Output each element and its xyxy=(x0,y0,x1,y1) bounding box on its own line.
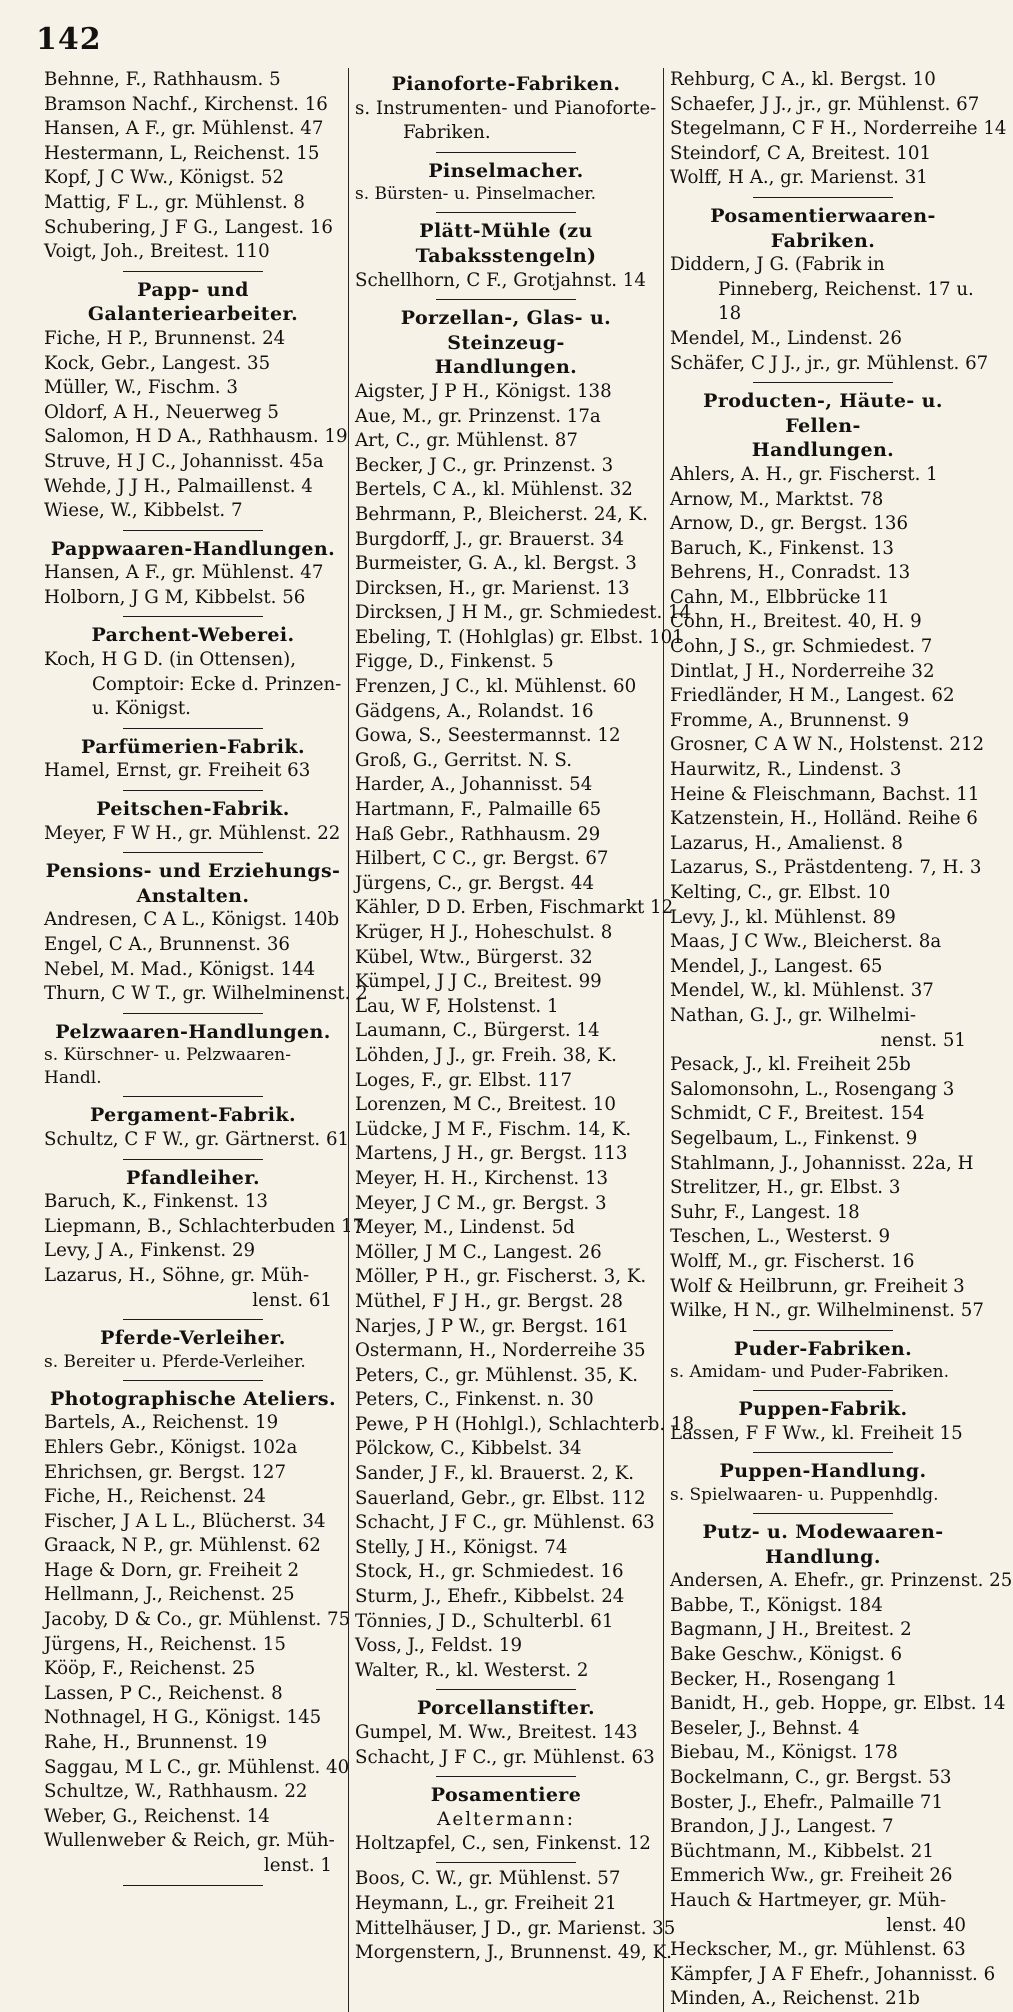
directory-entry: Ehrichsen, gr. Bergst. 127 xyxy=(44,1461,287,1483)
section-rule xyxy=(753,1330,893,1331)
section-heading: Anstalten. xyxy=(136,884,250,907)
directory-entry: Weber, G., Reichenst. 14 xyxy=(44,1805,270,1827)
section-heading: Puder-Fabriken. xyxy=(733,1337,913,1360)
directory-entry: Gädgens, A., Rolandst. 16 xyxy=(355,700,594,722)
section-subheading: Aeltermann: xyxy=(436,1808,576,1830)
section-rule xyxy=(123,852,263,853)
section-heading: Pianoforte-Fabriken. xyxy=(391,73,621,95)
section-heading: Plätt-Mühle (zu Tabaksstengeln) xyxy=(415,220,597,267)
directory-entry: Lazarus, H., Söhne, gr. Müh- xyxy=(44,1264,310,1286)
directory-entry: Gowa, S., Seestermannst. 12 xyxy=(355,725,621,747)
directory-entry: Ahlers, A. H., gr. Fischerst. 1 xyxy=(670,463,938,485)
section-heading: Pappwaaren-Handlungen. xyxy=(50,537,336,560)
directory-entry: Grosner, C A W N., Holstenst. 212 xyxy=(670,734,985,756)
directory-entry: Teschen, L., Westerst. 9 xyxy=(670,1226,891,1248)
directory-entry: Fiche, H., Reichenst. 24 xyxy=(44,1486,266,1508)
directory-entry: Meyer, H. H., Kirchenst. 13 xyxy=(355,1167,609,1189)
cross-reference: s. Bürsten- u. Pinselmacher. xyxy=(355,184,597,205)
directory-entry: Meyer, F W H., gr. Mühlenst. 22 xyxy=(44,822,341,844)
entry-continuation: lenst. 40 xyxy=(886,1914,966,1936)
directory-entry: Meyer, J C M., gr. Bergst. 3 xyxy=(355,1192,607,1214)
section-heading: Puppen-Fabrik. xyxy=(738,1398,908,1421)
directory-entry: Figge, D., Finkenst. 5 xyxy=(355,651,554,673)
section-rule xyxy=(753,1513,893,1514)
section-rule xyxy=(753,1390,893,1391)
directory-entry: Lassen, P C., Reichenst. 8 xyxy=(44,1682,283,1704)
directory-entry: Mendel, M., Lindenst. 26 xyxy=(670,327,902,349)
directory-entry: Dintlat, J H., Norderreihe 32 xyxy=(670,660,935,682)
section-heading: Pergament-Fabrik. xyxy=(90,1104,296,1127)
section-heading: Pfandleiher. xyxy=(126,1166,260,1189)
directory-entry: Fromme, A., Brunnenst. 9 xyxy=(670,709,910,731)
section-heading: Parchent-Weberei. xyxy=(91,624,295,647)
directory-entry: Burgdorff, J., gr. Brauerst. 34 xyxy=(355,528,625,550)
directory-entry: Mattig, F L., gr. Mühlenst. 8 xyxy=(44,191,305,213)
directory-entry: Heckscher, M., gr. Mühlenst. 63 xyxy=(670,1939,966,1961)
directory-entry: Bertels, C A., kl. Mühlenst. 32 xyxy=(355,479,633,501)
directory-entry: Suhr, F., Langest. 18 xyxy=(670,1201,860,1223)
directory-entry: Baruch, K., Finkenst. 13 xyxy=(44,1191,269,1213)
directory-entry: Behrmann, P., Bleicherst. 24, K. xyxy=(355,503,648,525)
directory-entry: Hauch & Hartmeyer, gr. Müh- xyxy=(670,1889,947,1911)
directory-entry: Lüdcke, J M F., Fischm. 14, K. xyxy=(355,1118,632,1140)
directory-entry: Lorenzen, M C., Breitest. 10 xyxy=(355,1094,616,1116)
section-rule xyxy=(123,1380,263,1381)
directory-entry: Müller, W., Fischm. 3 xyxy=(44,377,238,399)
directory-entry: Hestermann, L, Reichenst. 15 xyxy=(44,142,320,164)
directory-entry: Banidt, H., geb. Hoppe, gr. Elbst. 14 xyxy=(670,1693,1006,1715)
directory-entry: Becker, H., Rosengang 1 xyxy=(670,1668,898,1690)
directory-entry: Schäfer, C J J., jr., gr. Mühlenst. 67 xyxy=(670,352,989,374)
directory-entry: Laumann, C., Bürgerst. 14 xyxy=(355,1020,600,1042)
directory-entry: Cohn, H., Breitest. 40, H. 9 xyxy=(670,611,922,633)
columns xyxy=(38,68,1013,2012)
directory-entry: Voigt, Joh., Breitest. 110 xyxy=(44,241,270,263)
directory-entry: Arnow, M., Marktst. 78 xyxy=(670,488,884,510)
directory-entry: Boster, J., Ehefr., Palmaille 71 xyxy=(670,1791,944,1813)
directory-entry: Salomon, H D A., Rathhausm. 19 xyxy=(44,426,348,448)
directory-entry: Gumpel, M. Ww., Breitest. 143 xyxy=(355,1722,638,1743)
directory-entry: Koch, H G D. (in Ottensen), Comptoir: Ecke d. Prinzen- u. Königst. xyxy=(44,649,342,720)
column-2 xyxy=(348,68,695,2012)
directory-entry: Martens, J H., gr. Bergst. 113 xyxy=(355,1143,628,1165)
directory-entry: Thurn, C W T., gr. Wilhelminenst. 2 xyxy=(44,983,368,1005)
directory-entry: Wolff, M., gr. Fischerst. 16 xyxy=(670,1250,915,1272)
directory-entry: Jürgens, H., Reichenst. 15 xyxy=(44,1633,286,1655)
directory-entry: Heymann, L., gr. Freiheit 21 xyxy=(355,1892,617,1914)
directory-entry: Kämpfer, J A F Ehefr., Johannisst. 6 xyxy=(670,1963,996,1985)
directory-entry: Sander, J F., kl. Brauerst. 2, K. xyxy=(355,1463,635,1485)
directory-entry: Haß Gebr., Rathhausm. 29 xyxy=(355,823,601,845)
directory-entry: Cahn, M., Elbbrücke 11 xyxy=(670,586,890,608)
section-rule xyxy=(123,728,263,729)
directory-entry: Pölckow, C., Kibbelst. 34 xyxy=(355,1438,582,1460)
directory-entry: Mendel, W., kl. Mühlenst. 37 xyxy=(670,980,934,1002)
section-heading: Producten-, Häute- u. Fellen- xyxy=(703,390,943,437)
directory-entry: Möller, J M C., Langest. 26 xyxy=(355,1241,602,1263)
directory-entry: Engel, C A., Brunnenst. 36 xyxy=(44,934,290,955)
directory-entry: Hage & Dorn, gr. Freiheit 2 xyxy=(44,1559,300,1581)
section-rule xyxy=(123,530,263,531)
section-heading: Photographische Ateliers. xyxy=(49,1387,337,1410)
section-rule xyxy=(123,616,263,617)
directory-entry: Struve, H J C., Johannisst. 45a xyxy=(44,450,324,472)
directory-entry: Voss, J., Feldst. 19 xyxy=(355,1635,523,1657)
directory-entry: Boos, C. W., gr. Mühlenst. 57 xyxy=(355,1868,621,1890)
directory-entry: Graack, N P., gr. Mühlenst. 62 xyxy=(44,1535,321,1557)
directory-entry: Wolf & Heilbrunn, gr. Freiheit 3 xyxy=(670,1275,965,1297)
entry-continuation: lenst. 1 xyxy=(263,1855,332,1876)
directory-entry: Brandon, J J., Langest. 7 xyxy=(670,1816,894,1838)
directory-entry: Emmerich Ww., gr. Freiheit 26 xyxy=(670,1865,953,1887)
directory-entry: Mendel, J., Langest. 65 xyxy=(670,955,883,977)
section-heading: Pelzwaaren-Handlungen. xyxy=(55,1020,331,1043)
directory-entry: Saggau, M L C., gr. Mühlenst. 40 xyxy=(44,1756,350,1778)
directory-entry: Löhden, J J., gr. Freih. 38, K. xyxy=(355,1044,617,1066)
entry-continuation: nenst. 51 xyxy=(880,1029,966,1051)
directory-entry: Peters, C., Finkenst. n. 30 xyxy=(355,1389,594,1411)
directory-entry: Salomonsohn, L., Rosengang 3 xyxy=(670,1078,955,1100)
directory-entry: Stahlmann, J., Johannisst. 22a, H xyxy=(670,1152,974,1174)
section-rule xyxy=(123,1319,263,1320)
directory-entry: Behrens, H., Conradst. 13 xyxy=(670,562,911,584)
directory-entry: Steindorf, C A, Breitest. 101 xyxy=(670,142,932,164)
entry-continuation: lenst. 61 xyxy=(252,1289,332,1311)
directory-entry: Beseler, J., Behnst. 4 xyxy=(670,1717,860,1739)
directory-entry: Sturm, J., Ehefr., Kibbelst. 24 xyxy=(355,1586,625,1608)
directory-entry: Kelting, C., gr. Elbst. 10 xyxy=(670,882,891,903)
directory-entry: Heine & Fleischmann, Bachst. 11 xyxy=(670,783,980,805)
directory-entry: Pesack, J., kl. Freiheit 25b xyxy=(670,1054,911,1076)
directory-entry: Ebeling, T. (Hohlglas) gr. Elbst. 101 xyxy=(355,626,684,648)
directory-entry: Stegelmann, C F H., Norderreihe 14 xyxy=(670,118,1007,140)
directory-entry: Schultze, W., Rathhausm. 22 xyxy=(44,1781,308,1803)
directory-entry: Bockelmann, C., gr. Bergst. 53 xyxy=(670,1767,952,1788)
directory-entry: Fiche, H P., Brunnenst. 24 xyxy=(44,327,286,349)
directory-entry: Becker, J C., gr. Prinzenst. 3 xyxy=(355,454,614,476)
section-heading: Porzellan-, Glas- u. Steinzeug- xyxy=(400,307,612,354)
directory-entry: Kähler, D D. Erben, Fischmarkt 12 xyxy=(355,897,674,919)
directory-entry: Nothnagel, H G., Königst. 145 xyxy=(44,1707,322,1729)
directory-entry: Wiese, W., Kibbelst. 7 xyxy=(44,500,243,522)
directory-entry: Schaefer, J J., jr., gr. Mühlenst. 67 xyxy=(670,93,980,115)
section-rule xyxy=(436,152,576,153)
directory-entry: Aigster, J P H., Königst. 138 xyxy=(355,380,612,402)
directory-entry: Levy, J A., Finkenst. 29 xyxy=(44,1240,256,1262)
directory-entry: Peters, C., gr. Mühlenst. 35, K. xyxy=(355,1364,638,1386)
section-heading: Porcellanstifter. xyxy=(416,1697,596,1720)
directory-entry: Wolff, H A., gr. Marienst. 31 xyxy=(670,167,928,189)
section-heading: Handlungen. xyxy=(751,439,895,462)
directory-entry: Jürgens, C., gr. Bergst. 44 xyxy=(355,872,595,894)
directory-entry: s. Instrumenten- und Pianoforte-Fabriken. xyxy=(355,97,657,144)
column-1 xyxy=(38,68,368,2012)
directory-entry: Ehlers Gebr., Königst. 102a xyxy=(44,1436,298,1458)
directory-entry: Narjes, J P W., gr. Bergst. 161 xyxy=(355,1315,629,1337)
directory-entry: Büchtmann, M., Kibbelst. 21 xyxy=(670,1840,934,1862)
directory-entry: Schacht, J F C., gr. Mühlenst. 63 xyxy=(355,1512,655,1534)
section-rule xyxy=(753,382,893,383)
directory-entry: Krüger, H J., Hoheschulst. 8 xyxy=(355,922,613,943)
directory-entry: Andersen, A. Ehefr., gr. Prinzenst. 25 xyxy=(670,1570,1013,1592)
directory-entry: Stock, H., gr. Schmiedest. 16 xyxy=(355,1561,624,1583)
section-heading: Pinselmacher. xyxy=(428,159,584,182)
directory-entry: Bartels, A., Reichenst. 19 xyxy=(44,1412,279,1434)
section-rule xyxy=(123,1013,263,1014)
directory-entry: Hamel, Ernst, gr. Freiheit 63 xyxy=(44,760,311,782)
directory-entry: Müthel, F J H., gr. Bergst. 28 xyxy=(355,1290,623,1312)
section-heading: Posamentierwaaren-Fabriken. xyxy=(710,204,936,252)
directory-entry: Lau, W F, Holstenst. 1 xyxy=(355,995,559,1017)
section-rule xyxy=(436,1776,576,1777)
directory-entry: Stelly, J H., Königst. 74 xyxy=(355,1536,568,1558)
cross-reference: s. Kürschner- u. Pelzwaaren-Handl. xyxy=(44,1045,291,1089)
directory-entry: Bramson Nachf., Kirchenst. 16 xyxy=(44,93,328,115)
section-heading: Pensions- und Erziehungs- xyxy=(45,860,341,883)
directory-entry: Segelbaum, L., Finkenst. 9 xyxy=(670,1127,918,1149)
section-rule xyxy=(123,1096,263,1097)
section-rule xyxy=(436,1862,576,1863)
directory-entry: Walter, R., kl. Westerst. 2 xyxy=(355,1659,589,1681)
directory-entry: Hilbert, C C., gr. Bergst. 67 xyxy=(355,848,609,870)
directory-entry: Friedländer, H M., Langest. 62 xyxy=(670,685,955,707)
section-rule xyxy=(123,790,263,791)
directory-entry: Holborn, J G M, Kibbelst. 56 xyxy=(44,586,306,608)
directory-entry: Holtzapfel, C., sen, Finkenst. 12 xyxy=(355,1832,651,1854)
directory-entry: Strelitzer, H., gr. Elbst. 3 xyxy=(670,1177,901,1199)
directory-entry: Baruch, K., Finkenst. 13 xyxy=(670,537,895,559)
directory-entry: Ostermann, H., Norderreihe 35 xyxy=(355,1340,646,1362)
column-3 xyxy=(664,68,1013,2012)
directory-entry: Biebau, M., Königst. 178 xyxy=(670,1742,898,1764)
directory-entry: Hartmann, F., Palmaille 65 xyxy=(355,799,602,821)
directory-entry: Andresen, C A L., Königst. 140b xyxy=(44,909,340,931)
section-heading: Posamentiere xyxy=(430,1784,582,1807)
directory-entry: Behnne, F., Rathhausm. 5 xyxy=(44,69,281,90)
section-rule xyxy=(436,1689,576,1690)
directory-entry: Bagmann, J H., Breitest. 2 xyxy=(670,1619,912,1641)
directory-entry: Mittelhäuser, J D., gr. Marienst. 35 xyxy=(355,1917,676,1939)
directory-entry: Schultz, C F W., gr. Gärtnerst. 61 xyxy=(44,1128,350,1150)
section-rule xyxy=(436,212,576,213)
directory-entry: Cohn, J S., gr. Schmiedest. 7 xyxy=(670,636,933,658)
directory-entry: Kööp, F., Reichenst. 25 xyxy=(44,1658,256,1680)
section-rule xyxy=(753,197,893,198)
directory-entry: Rehburg, C A., kl. Bergst. 10 xyxy=(670,69,936,90)
directory-entry: Groß, G., Gerritst. N. S. xyxy=(355,749,573,771)
directory-entry: Meyer, M., Lindenst. 5d xyxy=(355,1217,575,1239)
directory-entry: Katzenstein, H., Holländ. Reihe 6 xyxy=(670,808,978,830)
directory-entry: Wehde, J J H., Palmaillenst. 4 xyxy=(44,475,313,497)
directory-entry: Pewe, P H (Hohlgl.), Schlachterb. 18 xyxy=(355,1413,695,1435)
directory-entry: Hansen, A F., gr. Mühlenst. 47 xyxy=(44,562,324,584)
cross-reference: s. Bereiter u. Pferde-Verleiher. xyxy=(44,1351,306,1372)
section-heading: Puppen-Handlung. xyxy=(719,1460,927,1483)
directory-entry: Bake Geschw., Königst. 6 xyxy=(670,1644,903,1666)
section-rule xyxy=(436,299,576,300)
directory-entry: Schellhorn, C F., Grotjahnst. 14 xyxy=(355,269,646,291)
section-heading: Parfümerien-Fabrik. xyxy=(81,735,305,758)
section-heading: Pferde-Verleiher. xyxy=(100,1327,286,1350)
cross-reference: s. Amidam- und Puder-Fabriken. xyxy=(670,1362,949,1383)
directory-entry: Lassen, F F Ww., kl. Freiheit 15 xyxy=(670,1422,963,1444)
directory-entry: Nathan, G. J., gr. Wilhelmi- xyxy=(670,1004,916,1026)
directory-entry: Wullenweber & Reich, gr. Müh- xyxy=(44,1830,335,1852)
directory-entry: Kopf, J C Ww., Königst. 52 xyxy=(44,167,285,189)
directory-entry: Aue, M., gr. Prinzenst. 17a xyxy=(355,405,601,427)
directory-entry: Loges, F., gr. Elbst. 117 xyxy=(355,1069,573,1091)
directory-entry: Haurwitz, R., Lindenst. 3 xyxy=(670,759,902,781)
section-rule xyxy=(123,1885,263,1886)
directory-entry: Schubering, J F G., Langest. 16 xyxy=(44,216,333,238)
directory-entry: Kock, Gebr., Langest. 35 xyxy=(44,352,271,374)
section-rule xyxy=(123,1159,263,1160)
directory-entry: Oldorf, A H., Neuerweg 5 xyxy=(44,401,279,423)
directory-entry: Kübel, Wtw., Bürgerst. 32 xyxy=(355,946,593,968)
directory-entry: Rahe, H., Brunnenst. 19 xyxy=(44,1732,268,1754)
directory-entry: Harder, A., Johannisst. 54 xyxy=(355,774,593,796)
directory-entry: Lazarus, S., Prästdenteng. 7, H. 3 xyxy=(670,857,982,879)
directory-entry: Arnow, D., gr. Bergst. 136 xyxy=(670,513,909,535)
section-heading: Putz- u. Modewaaren-Handlung. xyxy=(702,1521,944,1568)
directory-entry: Hansen, A F., gr. Mühlenst. 47 xyxy=(44,118,324,140)
directory-entry: Frenzen, J C., kl. Mühlenst. 60 xyxy=(355,676,637,698)
directory-entry: Tönnies, J D., Schulterbl. 61 xyxy=(355,1610,614,1632)
directory-entry: Burmeister, G. A., kl. Bergst. 3 xyxy=(355,553,637,575)
cross-reference: s. Spielwaaren- u. Puppenhdlg. xyxy=(670,1485,939,1506)
section-rule xyxy=(753,1452,893,1453)
section-heading: Peitschen-Fabrik. xyxy=(96,798,290,821)
directory-entry: Minden, A., Reichenst. 21b xyxy=(670,1988,920,2010)
directory-entry: Schacht, J F C., gr. Mühlenst. 63 xyxy=(355,1746,655,1768)
directory-entry: Dircksen, J H M., gr. Schmiedest. 14 xyxy=(355,602,692,624)
directory-entry: Liepmann, B., Schlachterbuden 17 xyxy=(44,1215,365,1237)
section-heading: Papp- und Galanteriearbeiter. xyxy=(87,278,299,326)
directory-entry: Dircksen, H., gr. Marienst. 13 xyxy=(355,577,630,599)
directory-entry: Nebel, M. Mad., Königst. 144 xyxy=(44,958,316,980)
directory-entry: Schmidt, C F., Breitest. 154 xyxy=(670,1103,925,1125)
directory-entry: Fischer, J A L L., Blücherst. 34 xyxy=(44,1510,326,1532)
directory-entry: Hellmann, J., Reichenst. 25 xyxy=(44,1584,295,1606)
directory-entry: Wilke, H N., gr. Wilhelminenst. 57 xyxy=(670,1300,984,1322)
directory-entry: Maas, J C Ww., Bleicherst. 8a xyxy=(670,931,942,953)
directory-entry: Morgenstern, J., Brunnenst. 49, K. xyxy=(355,1942,672,1964)
directory-entry: Jacoby, D & Co., gr. Mühlenst. 75 xyxy=(44,1609,351,1631)
section-rule xyxy=(123,271,263,272)
page-number: 142 xyxy=(36,22,102,57)
directory-entry: Art, C., gr. Mühlenst. 87 xyxy=(355,430,578,452)
directory-entry: Levy, J., kl. Mühlenst. 89 xyxy=(670,906,896,928)
directory-entry: Diddern, J G. (Fabrik in Pinneberg, Reichenst. 17 u. 18 xyxy=(670,254,974,325)
directory-entry: Babbe, T., Königst. 184 xyxy=(670,1594,883,1616)
directory-entry: Lazarus, H., Amalienst. 8 xyxy=(670,832,903,854)
section-heading: Handlungen. xyxy=(434,356,578,379)
directory-entry: Sauerland, Gebr., gr. Elbst. 112 xyxy=(355,1487,646,1509)
directory-entry: Kümpel, J J C., Breitest. 99 xyxy=(355,971,602,993)
directory-entry: Möller, P H., gr. Fischerst. 3, K. xyxy=(355,1266,647,1288)
